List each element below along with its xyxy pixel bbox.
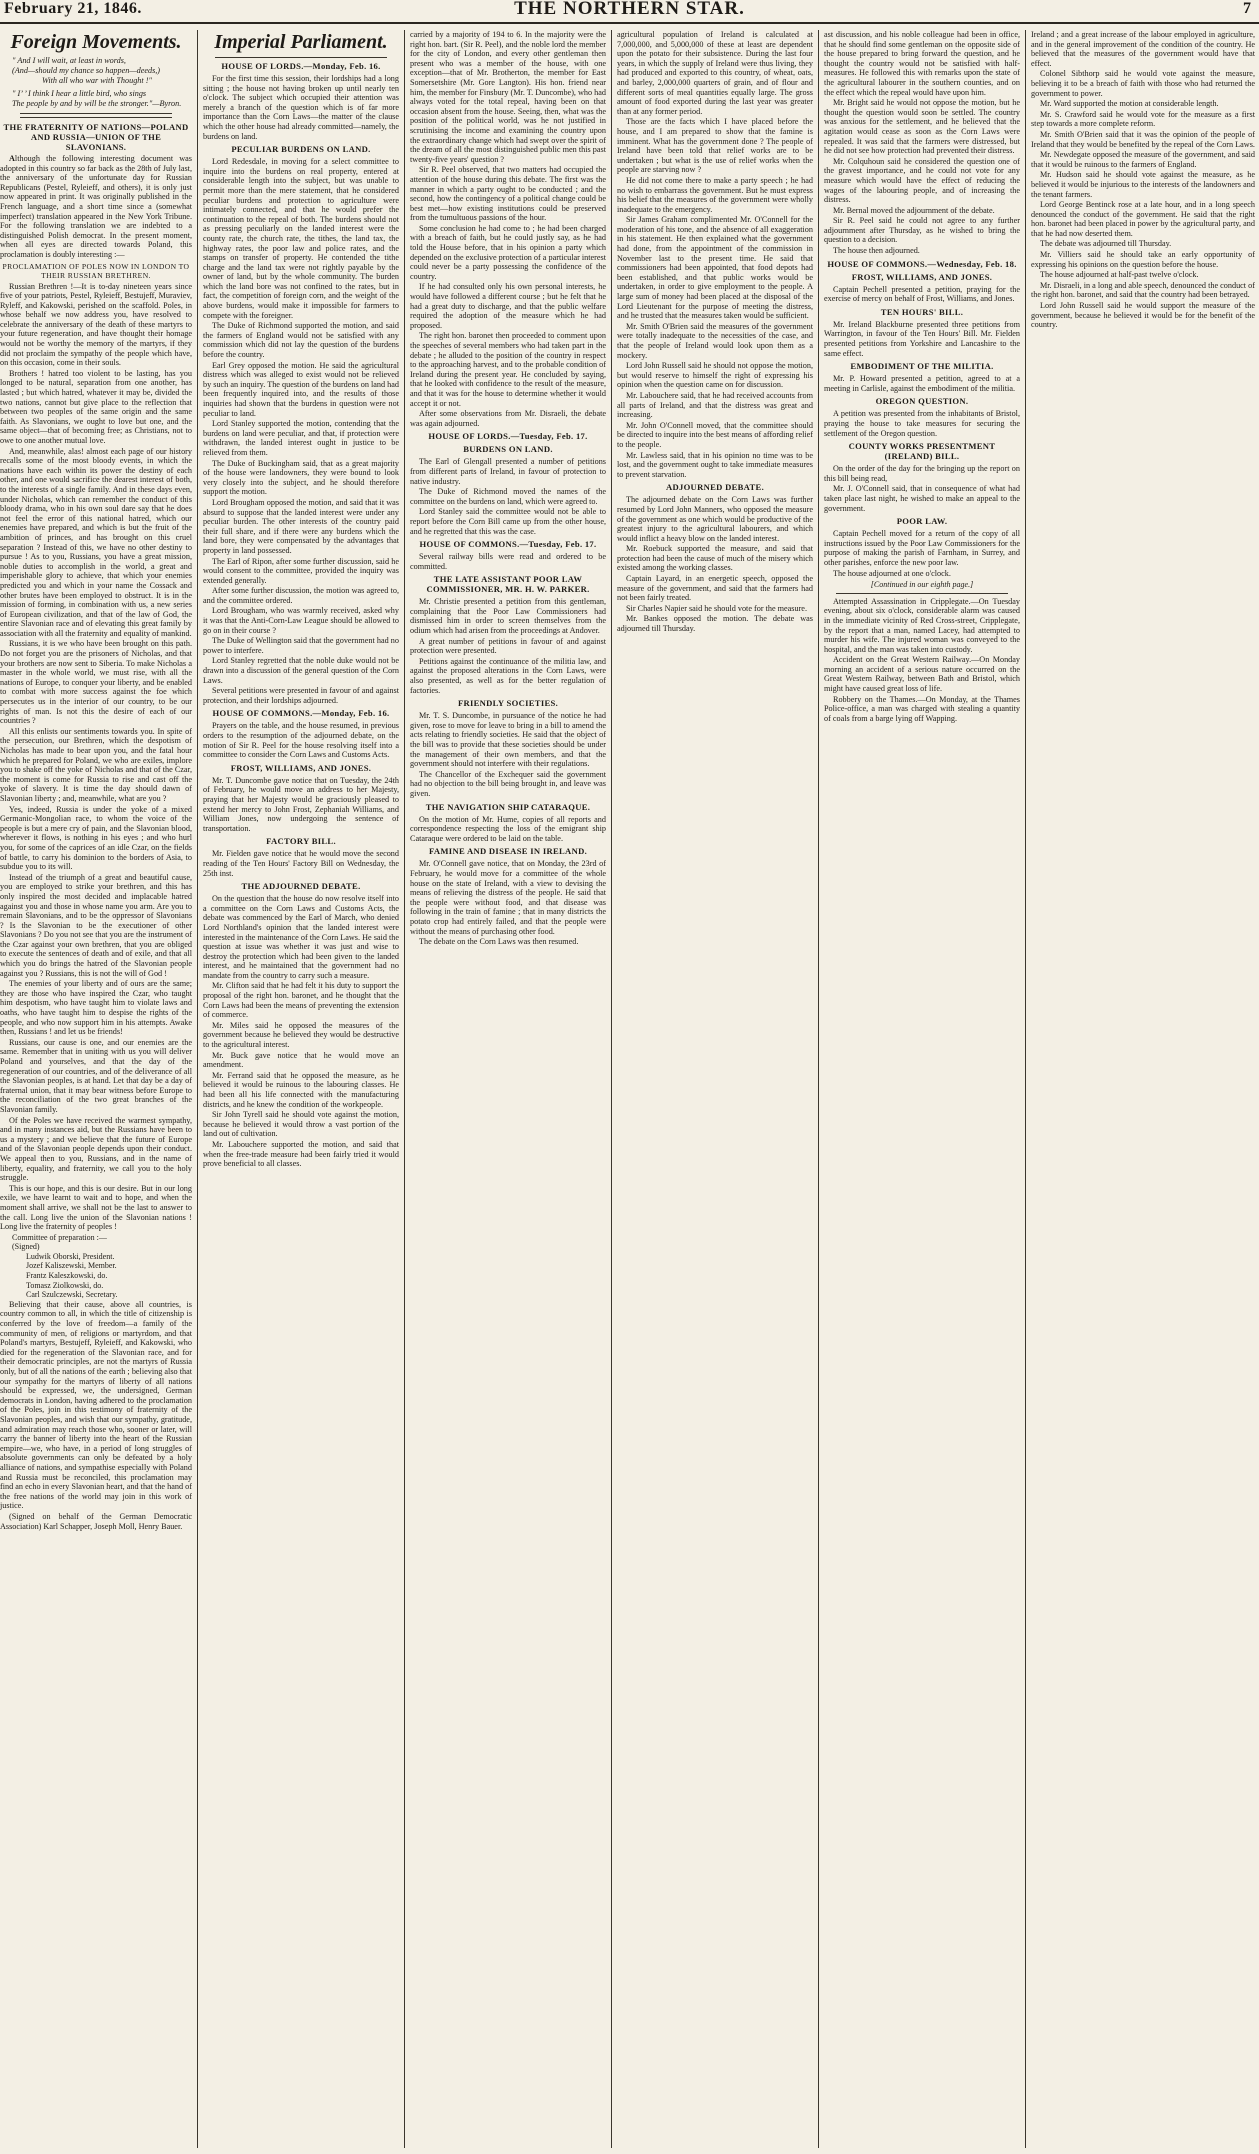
article-paragraph: Lord Stanley regretted that the noble duke would not be drawn into a discussion of the general question of the Corn Laws. bbox=[203, 656, 399, 685]
article-paragraph: Mr. Christie presented a petition from this gentleman, complaining that the Poor Law Commissioners had dismissed him in order to screen themselves from the odium which had arisen from the proceedings at Andover. bbox=[410, 597, 606, 636]
debate-heading: ADJOURNED DEBATE. bbox=[665, 482, 765, 493]
article-paragraph: The Duke of Richmond supported the motion, and said the farmers of England would not be satisfied with any commission which did not lay the question of the burdens before the country. bbox=[203, 321, 399, 360]
article-paragraph: Mr. S. Crawford said he would vote for the measure as a first step towards a more complete reform. bbox=[1031, 109, 1255, 129]
article-paragraph: Yes, indeed, Russia is under the yoke of a mixed Germanic-Mongolian race, to whom the voice of the people is but a mere cry of pain, and the Slavonian blood, wherever it flows, is nothing in his eyes ; and who hurl you, for some of the caprices of an idle Czar, on the fields of battle, to carry his dominion to the borders of Asia, to subdue you to its will. bbox=[0, 804, 192, 872]
article-paragraph: Those are the facts which I have placed before the house, and I am prepared to show that the famine is imminent. What has the government done ? The people of Ireland have been told that relief works are to be undertaken ; but what is the use of relief works when the people are starving now ? bbox=[617, 117, 813, 175]
article-paragraph: Mr. Roebuck supported the measure, and said that protection had been the cause of much of the misery which existed among the working classes. bbox=[617, 544, 813, 573]
article-paragraph: The house adjourned at one o'clock. bbox=[833, 568, 951, 578]
news-item: Accident on the Great Western Railway.—On Monday morning an accident of a serious nature occurred on the Great Western Railway, between Bath and Bristol, which might have caused great loss of life. bbox=[824, 655, 1020, 694]
article-paragraph: Brothers ! hatred too violent to be lasting, has you longed to be natural, separation from one another, has lasted ; but which hatred, whatever it may be, divided the two nations, cannot but give place to the reflection that between two peoples of the same origin and the same faith. As Slavonians, we ought to love but one, and the same object—that of becoming free; as Christians, not to owe to one another mutual love. bbox=[0, 368, 192, 446]
committee-label: Committee of preparation :— bbox=[12, 1232, 107, 1242]
epigraph bbox=[0, 56, 192, 109]
article-paragraph: Mr. J. O'Connell said, that in consequence of what had taken place last night, he wished to make an appeal to the government. bbox=[824, 484, 1020, 513]
article-paragraph: Mr. Bright said he would not oppose the motion, but he thought the question would soon be settled. The country was anxious for the settlement, and he believed that the agitation would cease as soon as the Corn Laws were repealed. It was said that the farmers were distressed, but he did not see how protection had prevented their distress. bbox=[824, 98, 1020, 156]
article-paragraph: The house adjourned at half-past twelve o'clock. bbox=[1040, 270, 1199, 280]
house-heading: HOUSE OF LORDS.—Tuesday, Feb. 17. bbox=[428, 431, 588, 442]
divider bbox=[836, 593, 1008, 594]
article-paragraph: He did not come there to make a party speech ; he had no wish to embarrass the government. But he must express his belief that the measures of the government were wholly inadequate to the emergency. bbox=[617, 175, 813, 214]
epigraph-line: (And—should my chance so happen—deeds,) bbox=[12, 65, 161, 75]
debate-heading: FROST, WILLIAMS, AND JONES. bbox=[230, 762, 372, 773]
article-paragraph: Mr. John O'Connell moved, that the committee should be directed to inquire into the best means of affording relief to the people. bbox=[617, 420, 813, 449]
article-paragraph: Several petitions were presented in favour of and against protection, and their lordships adjourned. bbox=[203, 686, 399, 705]
article-paragraph: The debate was adjourned till Thursday. bbox=[1040, 239, 1172, 249]
debate-heading: POOR LAW. bbox=[896, 516, 948, 527]
article-paragraph: Mr. T. S. Duncombe, in pursuance of the notice he had given, rose to move for leave to bring in a bill to amend the acts relating to friendly societies. He said that the object of the bill was to provide that these societies should be under the management of their own members, and that the government should not interfere with their regulations. bbox=[410, 711, 606, 769]
debate-heading: OREGON QUESTION. bbox=[875, 396, 969, 407]
house-heading: HOUSE OF LORDS.—Monday, Feb. 16. bbox=[221, 61, 381, 71]
debate-heading: THE LATE ASSISTANT POOR LAW COMMISSIONER, MR. H. W. PARKER. bbox=[426, 574, 590, 595]
article-subheading: PROCLAMATION OF POLES NOW IN LONDON TO THEIR RUSSIAN BRETHREN. bbox=[2, 261, 190, 280]
article-paragraph: Mr. Villiers said he should take an early opportunity of expressing his opinions on the question before the house. bbox=[1031, 250, 1255, 269]
article-paragraph: Sir R. Peel observed, that two matters had occupied the attention of the house during this debate. The first was the manner in which a party ought to be conducted ; and the second, how the contingency of a political change could be best met—how existing institutions could be preserved from the tumultuous passions of the hour. bbox=[410, 165, 606, 223]
signatory: Frantz Kaleszkowski, do. bbox=[26, 1271, 108, 1281]
divider bbox=[215, 57, 387, 58]
article-paragraph: If he had consulted only his own personal interests, he would have followed a different course ; but he felt that he had a great duty to discharge, and that the public welfare required the adoption of the measure which he had proposed. bbox=[410, 282, 606, 330]
article-paragraph: All this enlists our sentiments towards you. In spite of the persecution, our Brethren, which the despotism of Nicholas has made to bear upon you, and the fatal hour which he prepared for Poland, we who are exiles, implore you to shake off the yoke of Nicholas and that of the Czar, the moment is come for Russia to rise and cast off the yoke of slavery. It is time the day should dawn of Slavonian liberty ; and, meanwhile, what are you ? bbox=[0, 726, 192, 803]
issue-date: February 21, 1846. bbox=[4, 0, 142, 17]
article-paragraph: Ireland ; and a great increase of the labour employed in agriculture, and in the general improvement of the condition of the country. He believed that the measures of the government would have that effect. bbox=[1031, 30, 1255, 68]
article-paragraph: Sir John Tyrell said he should vote against the motion, because he believed it would throw a vast portion of the land out of cultivation. bbox=[203, 1110, 399, 1139]
article-paragraph: On the question that the house do now resolve itself into a committee on the Corn Laws and Customs Acts, the debate was commenced by the Earl of March, who denied Lord Northland's opinion that the landed interest were interested in the maintenance of the Corn Laws. He said the question at issue was whether it was just and wise to destroy the protection which had been given to the landed interest, and he maintained that the government had no mandate from the country to carry such a measure. bbox=[203, 894, 399, 980]
article-paragraph: Sir James Graham complimented Mr. O'Connell for the moderation of his tone, and the absence of all exaggeration in his statement. He then explained what the government had done, from the appointment of the commission in November last to the present time. He said that commissioners had been appointed, that food depots had been established, and that public works would be undertaken, in order to give employment to the people. A large sum of money had been placed at the disposal of the Lord Lieutenant for the purpose of meeting the distress, and he trusted that the measures taken would be sufficient. bbox=[617, 215, 813, 321]
article-paragraph: Mr. Miles said he opposed the measures of the government because he believed they would be destructive to the agricultural interest. bbox=[203, 1020, 399, 1050]
article-paragraph: The debate on the Corn Laws was then resumed. bbox=[419, 937, 579, 947]
article-paragraph: The Duke of Richmond moved the names of the committee on the burdens on land, which were agreed to. bbox=[410, 487, 606, 506]
article-paragraph: Russians, it is we who have been brought on this path. Do not forget you are the prisoners of Nicholas, and that your brothers are now sent to Siberia. To make Nicholas a master in the whole world, we must rise, with all the nations of Europe, to conquer your liberty, and be enabled to combat with more success against the foe which persecutes us in the interior of our country, to be our rights of man. Is not this the desire of each of our countries ? bbox=[0, 639, 192, 726]
signatures-block bbox=[0, 1233, 192, 1300]
article-paragraph: Earl Grey opposed the motion. He said the agricultural distress which was alleged to exist would not be relieved by such an inquiry. The question of the burdens on land had been frequently inquired into, and the results of those inquiries had shown that the burdens in question were not peculiar to land. bbox=[203, 360, 399, 418]
article-paragraph: The Earl of Ripon, after some further discussion, said he would consent to the committee, provided the inquiry was extended generally. bbox=[203, 556, 399, 585]
article-paragraph: Mr. Lawless said, that in his opinion no time was to be lost, and the government ought to take immediate measures to prevent starvation. bbox=[617, 450, 813, 479]
section-title-imperial-parliament: Imperial Parliament. bbox=[214, 31, 388, 53]
page-number: 7 bbox=[1243, 0, 1251, 17]
article-paragraph: Instead of the triumph of a great and beautiful cause, you are employed to strike your brethren, and this has only inspired the most decided and implacable hatred against you and those in whose name you arm. Are you to remain Slavonians, and to be the oppressor of Slavonians ? Is the Slavonian to be the executioner of other Slavonians ? Do you not see that you are the instrument of the Czar against your own brethren, that you are obliged to execute the sentences of death and of exile, and that all which you do brings the hatred of the Slavonian people against you ? Russians, this is not the will of God ! bbox=[0, 872, 192, 978]
article-paragraph: Lord George Bentinck rose at a late hour, and in a long speech denounced the conduct of the government. He said that the right hon. baronet had been placed in power by the agricultural party, and that he had now deserted them. bbox=[1031, 200, 1255, 238]
article-paragraph: A petition was presented from the inhabitants of Bristol, praying the house to take measures for securing the settlement of the Oregon question. bbox=[824, 409, 1020, 438]
article-paragraph: Petitions against the continuance of the militia law, and against the proposed alterations in the Corn Laws, were also presented, as well as for the better regulation of factories. bbox=[410, 656, 606, 695]
article-paragraph: Believing that their cause, above all countries, is country common to all, in which the title of citizenship is conferred by the love of freedom—a family of the community of men, of religions or martyrdom, and that Poland's martyrs, Bestujeff, Ryleieff, and Kakowski, who died for the regeneration of the Slavonian race, and for their democratic principles, are not the martyrs of Russia only, but of all the nations of the earth ; believing also that our sympathy for the martyrs of liberty of all nations should be expressed, we, the undersigned, German democrats in London, having adhered to the proclamation of the Poles, join in this testimony of fraternity of the Slavonian peoples, and wish that our sympathy, gratitude, and admiration may reach those who, sooner or later, will carry the banner of liberty into the heart of the Russian empire—we, who have, in a period of long struggles of absolute governments can only be defeated by a holy alliance of nations, and sympathise especially with Poland and Russia must be reconciled, this proclamation may find an echo in every Slavonian heart, and that the hand of the free nations of the world may join in this work of justice. bbox=[0, 1299, 192, 1511]
article-paragraph: Captain Pechell moved for a return of the copy of all instructions issued by the Poor Law Commissioners for the purpose of making the parish of Farnham, in Surrey, and other parishes, enforce the new poor law. bbox=[824, 529, 1020, 567]
debate-heading: FRIENDLY SOCIETIES. bbox=[457, 698, 559, 709]
continued-notice: [Continued in our eighth page.] bbox=[870, 580, 974, 590]
article-paragraph: Mr. O'Connell gave notice, that on Monday, the 23rd of February, he would move for a committee of the whole house on the state of Ireland, with a view to devising the means of relieving the distress of the people. He said that the people were without food, and that disease was following in the train of famine ; that in many districts the potato crop had entirely failed, and that the people were without the means of purchasing other food. bbox=[410, 859, 606, 936]
article-paragraph: The Earl of Glengall presented a number of petitions from different parts of Ireland, in favour of protection to native industry. bbox=[410, 457, 606, 486]
article-paragraph: The house then adjourned. bbox=[833, 246, 920, 256]
news-item: Robbery on the Thames.—On Monday, at the Thames Police-office, a man was charged with stealing a quantity of coals from a barge lying off Wapping. bbox=[824, 694, 1020, 723]
article-paragraph: agricultural population of Ireland is calculated at 7,000,000, and 5,000,000 of these at least are dependent upon the potato for their subsistence. During the last four years, in which the supply of Ireland were thus living, they had produced and exported to this country, of wheat, oats, and barley, 2,000,000 quarters of grain, and of flour and different sorts of meal quantities equally large. The gross amount of food exported during the last year was greater than at any former period. bbox=[617, 30, 813, 116]
column-debate-continued bbox=[1031, 30, 1255, 2148]
article-paragraph: This is our hope, and this is our desire. But in our long exile, we have learnt to wait and to hope, and when the moment shall arrive, we shall not be the last to answer to the call. Long live the union of the Slavonian nations ! Long live the fraternity of peoples ! bbox=[0, 1183, 192, 1232]
article-paragraph: Mr. Bankes opposed the motion. The debate was adjourned till Thursday. bbox=[617, 614, 813, 634]
debate-heading: THE ADJOURNED DEBATE. bbox=[241, 881, 361, 892]
debate-heading: COUNTY WORKS PRESENTMENT (IRELAND) BILL. bbox=[848, 441, 996, 462]
house-heading: HOUSE OF COMMONS.—Monday, Feb. 16. bbox=[212, 708, 390, 719]
article-paragraph: Mr. Buck gave notice that he would move an amendment. bbox=[203, 1050, 399, 1070]
article-paragraph: Lord Stanley said the committee would not be able to report before the Corn Bill came up from the other house, and he regretted that this was the case. bbox=[410, 507, 606, 536]
article-paragraph: ast discussion, and his noble colleague had been in office, that he should find some gentleman on the opposite side of the house prepared to bring forward the question, and he thought the country would not be satisfied with half-measures. He followed this with remarks upon the state of the agricultural labourer in the southern counties, and on the effect which the repeal would have upon him. bbox=[824, 30, 1020, 97]
column-imperial-parliament bbox=[203, 30, 399, 2148]
debate-heading: THE NAVIGATION SHIP CATARAQUE. bbox=[425, 801, 591, 812]
column-parliament-continued bbox=[410, 30, 606, 2148]
article-paragraph: Some conclusion he had come to ; he had been charged with a breach of faith, but he could justly say, as he had told the House before, that in his opinion a party which depended on the exclusive protection of a particular interest could never be a party possessing the confidence of the country. bbox=[410, 223, 606, 281]
article-paragraph: A great number of petitions in favour of and against protection were presented. bbox=[410, 636, 606, 656]
article-paragraph: Of the Poles we have received the warmest sympathy, and in many instances aid, but the Russians have been to us a mystery ; and we believe that the future of Europe and of the Slavonian people depends upon their conduct. We appeal then to you, Russians, and in the name of liberty, equality, and fraternity, we call you to the holy struggle. bbox=[0, 1115, 192, 1183]
debate-heading: FACTORY BILL. bbox=[266, 836, 336, 847]
debate-heading: TEN HOURS' BILL. bbox=[880, 306, 964, 317]
article-paragraph: The right hon. baronet then proceeded to comment upon the speeches of several members who had taken part in the debate ; he alluded to the position of the country in respect to the approaching harvest, and to the probable condition of Ireland during the present year. He concluded by saying, that he looked with confidence to the result of the measure, and that it was for the house to determine whether it would accept it or not. bbox=[410, 331, 606, 408]
column-rule bbox=[818, 30, 819, 2148]
debate-heading: FROST, WILLIAMS, AND JONES. bbox=[851, 271, 993, 282]
column-rule bbox=[1025, 30, 1026, 2148]
column-rule bbox=[611, 30, 612, 2148]
article-paragraph: Mr. Smith O'Brien said the measures of the government were totally inadequate to the necessities of the case, and that the people of Ireland would look upon them as a mockery. bbox=[617, 321, 813, 360]
epigraph-line: " And I will wait, at least in words, bbox=[12, 56, 126, 65]
article-paragraph: Mr. Labouchere said, that he had received accounts from all parts of Ireland, and that the distress was great and increasing. bbox=[617, 390, 813, 420]
article-paragraph: The adjourned debate on the Corn Laws was further resumed by Lord John Manners, who opposed the measure of the government as one which would be productive of the greatest injury to the agricultural labourers, and which would inflict a heavy blow on the landed interest. bbox=[617, 495, 813, 543]
article-paragraph: Mr. Clifton said that he had felt it his duty to support the proposal of the right hon. baronet, and he thought that the Corn Laws had been the means of preventing the extension of commerce. bbox=[203, 981, 399, 1020]
signatory: Carl Szulczewski, Secretary. bbox=[26, 1290, 118, 1300]
column-foreign-movements bbox=[0, 30, 192, 2148]
article-paragraph: Sir R. Peel said he could not agree to any further adjournment after Thursday, as he wished to bring the question to a decision. bbox=[824, 216, 1020, 245]
article-paragraph: The Chancellor of the Exchequer said the government had no objection to the bill being brought in, and leave was given. bbox=[410, 769, 606, 798]
article-paragraph: On the motion of Mr. Hume, copies of all reports and correspondence respecting the loss of the emigrant ship Cataraque were ordered to be laid on the table. bbox=[410, 814, 606, 843]
epigraph-line: The people by and by will be the stronger."—Byron. bbox=[12, 99, 182, 109]
article-paragraph: Several railway bills were read and ordered to be committed. bbox=[410, 552, 606, 571]
article-paragraph: Colonel Sibthorp said he would vote against the measure, believing it to be a breach of faith with those who had returned the government to power. bbox=[1031, 69, 1255, 98]
article-paragraph: Mr. P. Howard presented a petition, agreed to at a meeting in Carlisle, against the embodiment of the militia. bbox=[824, 374, 1020, 393]
article-paragraph: Lord John Russell said he should not oppose the motion, but would reserve to himself the right of expressing his opinion when the question came on for discussion. bbox=[617, 361, 813, 390]
article-paragraph: carried by a majority of 194 to 6. In the majority were the right hon. bart. (Sir R. Peel), and the noble lord the member for the city of London, and every other gentleman then present who was a member of the house, with one exception—that of Mr. Brotherton, the member for East Somersetshire (Mr. Gore Langton). His hon. friend near him, the member for Finsbury (Mr. T. Duncombe), who had always voted for the total repeal, having been on that occasion absent from the house. Seeing, then, what was the position of the political world, was he not justified in scrutinising the income and examining the country upon the extraordinary change which had swept over the spirit of the dream of all the most distinguished public men this past twenty-five years' question ? bbox=[410, 30, 606, 164]
article-paragraph: The Duke of Buckingham said, that as a great majority of the house were landowners, they were bound to look very closely into the subject, and he should therefore support the motion. bbox=[203, 458, 399, 497]
article-paragraph: Mr. Ward supported the motion at considerable length. bbox=[1040, 99, 1219, 109]
article-paragraph: After some further discussion, the motion was agreed to, and the committee ordered. bbox=[203, 586, 399, 605]
article-paragraph: And, meanwhile, alas! almost each page of our history recalls some of the most bloody events, in which the nations have each within its power the destiny of each other, and one would sacrifice the dearest interest of both, to the interests of a single family. And in these days even, under Nicholas, which can remember the conduct of this bloody drama, who in his own soul dare say that he does not feel the error of this national hatred, which our enemies have prepared, and which is but the fruit of the ambition of princes, and has brought on this cruel separation ? Instead of this, we have no other destiny to pursue ! As to you, Russians, you have a great mission, noble duties to accomplish in the world, a great and imperishable glory to achieve, that which your enemies predicted you and which in your name the Cossack and other brutes have been employed to obstruct. It is in the mission of forming, in combination with us, a new series of European civilization, and that of the law of God, the entire Slavonian race and of elevating this great family by association with all the fraternity and equality of mankind. bbox=[0, 446, 192, 638]
signatory: Jozef Kaliszewski, Member. bbox=[26, 1261, 117, 1271]
article-paragraph: Mr. Hudson said he should vote against the measure, as he believed it would be injurious to the interests of the landowners and the tenant farmers. bbox=[1031, 170, 1255, 199]
article-paragraph: Mr. Smith O'Brien said that it was the opinion of the people of Ireland that they would be benefited by the repeal of the Corn Laws. bbox=[1031, 129, 1255, 149]
section-title-foreign-movements: Foreign Movements. bbox=[10, 31, 182, 53]
article-paragraph: Mr. Newdegate opposed the measure of the government, and said that it would be ruinous to the farmers of England. bbox=[1031, 150, 1255, 169]
signed-label: (Signed) bbox=[12, 1242, 40, 1252]
house-heading: HOUSE OF COMMONS.—Tuesday, Feb. 17. bbox=[419, 539, 597, 550]
article-paragraph: Mr. T. Duncombe gave notice that on Tuesday, the 24th of February, he would move an address to her Majesty, praying that her Majesty would be graciously pleased to extend her mercy to John Frost, Zephaniah Williams, and William Jones, now undergoing the sentence of transportation. bbox=[203, 775, 399, 833]
divider bbox=[20, 113, 172, 118]
article-paragraph: Captain Layard, in an energetic speech, opposed the measure of the government, and said that the farmers had not been fairly treated. bbox=[617, 574, 813, 603]
column-rule bbox=[197, 30, 198, 2148]
debate-heading: EMBODIMENT OF THE MILITIA. bbox=[850, 361, 994, 372]
article-paragraph: Lord Brougham opposed the motion, and said that it was absurd to suppose that the landed interest were under any peculiar burden. The other interests of the country paid their full share, and if there were any burdens which the land bore, they were compensated by the advantages that property in land possessed. bbox=[203, 497, 399, 555]
article-paragraph: Captain Pechell presented a petition, praying for the exercise of mercy on behalf of Frost, Williams, and Jones. bbox=[824, 284, 1020, 304]
debate-heading: PECULIAR BURDENS ON LAND. bbox=[231, 144, 371, 155]
signatory: Tomasz Ziolkowski, do. bbox=[26, 1280, 104, 1290]
debate-heading: FAMINE AND DISEASE IN IRELAND. bbox=[428, 846, 588, 857]
article-headline: THE FRATERNITY OF NATIONS—POLAND AND RUSSIA—UNION OF THE SLAVONIANS. bbox=[3, 121, 189, 152]
article-paragraph: Although the following interesting document was adopted in this country so far back as the 28th of July last, the anniversary of the unfortunate day for Russian Republicans (Pestel, Ryleieff, and others), it is only just now appeared in print. It was originally published in the French language, and a short time since a (somewhat imperfect) translation appeared in the New York Tribune. For the following translation we are indebted to a distinguished Polish democrat. In the present moment, when all eyes are directed towards Poland, this proclamation is doubly interesting :— bbox=[0, 153, 192, 259]
article-paragraph: Mr. Ireland Blackburne presented three petitions from Warrington, in favour of the Ten Hours' Bill. Mr. Fielden presented petitions from Yorkshire and Lancashire to the same effect. bbox=[824, 319, 1020, 358]
column-commons-wednesday bbox=[824, 30, 1020, 2148]
article-paragraph: Russians, our cause is one, and our enemies are the same. Remember that in uniting with us you will deliver Poland and yourselves, and that the day of the regeneration of our countries, and of the deliverance of all the Slavonian peoples, is at hand. Let that day be a day of fraternal union, that it may bear witness before Europe to the reconciliation of the two great branches of the Slavonian family. bbox=[0, 1037, 192, 1114]
epigraph-line: With all who war with Thought !" bbox=[42, 75, 152, 85]
article-paragraph: Mr. Bernal moved the adjournment of the debate. bbox=[833, 205, 995, 215]
article-paragraph: The enemies of your liberty and of ours are the same; they are those who have inspired the Czar, who taught him despotism, who have taught him to violate laws and oaths, who have taught him to despise the rights of the people, and who now support him in his attempts. Awake then, Russians ! and let us be friends! bbox=[0, 979, 192, 1037]
article-paragraph: Mr. Disraeli, in a long and able speech, denounced the conduct of the right hon. baronet, and said that the country had been betrayed. bbox=[1031, 280, 1255, 300]
article-paragraph: Sir Charles Napier said he should vote for the measure. bbox=[626, 603, 807, 613]
article-paragraph: Mr. Labouchere supported the motion, and said that when the free-trade measure had been fairly tried it would prove beneficial to all classes. bbox=[203, 1139, 399, 1169]
article-paragraph: Lord John Russell said he would support the measure of the government, because he believed it would be for the benefit of the country. bbox=[1031, 301, 1255, 330]
article-paragraph: Mr. Colquhoun said he considered the question one of the gravest importance, and he could not vote for any measure which would have the effect of reducing the wages of the labouring people, and of increasing the distress. bbox=[824, 156, 1020, 205]
column-ireland-debate bbox=[617, 30, 813, 2148]
article-paragraph: Mr. Fielden gave notice that he would move the second reading of the Ten Hours' Factory Bill on Wednesday, the 25th inst. bbox=[203, 849, 399, 878]
news-item: Attempted Assassination in Cripplegate.—On Tuesday evening, about six o'clock, considerable alarm was caused in the immediate vicinity of Red Cross-street, Cripplegate, by the report that a man, named Lacey, had attempted to murder his wife. The injured woman was conveyed to the hospital, and the man was taken into custody. bbox=[824, 596, 1020, 654]
article-paragraph: For the first time this session, their lordships had a long sitting ; the house not having broken up until nearly ten o'clock. The subject which occupied their attention was merely a branch of the question which is of far more importance than the Corn Laws—the matter of the clause which the other house had already committed—namely, the burdens on land. bbox=[203, 74, 399, 141]
article-paragraph: On the order of the day for the bringing up the report on this bill being read, bbox=[824, 464, 1020, 483]
signatory: Ludwik Oborski, President. bbox=[26, 1251, 115, 1261]
column-rule bbox=[404, 30, 405, 2148]
article-paragraph: Russian Brethren !—It is to-day nineteen years since five of your patriots, Pestel, Ryleieff, Bestujeff, Muraviev, Ryleff, and Kakowski, perished on the scaffold. Poles, in whose behalf we now address you, have resolved to celebrate the anniversary of the death of these martyrs to your future regeneration, and have thought their homage would not be worthy the memory of the martyrs, if they did not proclaim the sympathy of the people which have, on this occasion, come in their souls. bbox=[0, 281, 192, 368]
epigraph-line: " I’ ’ I think I hear a little bird, who sings bbox=[12, 89, 147, 99]
newspaper-title: THE NORTHERN STAR. bbox=[514, 0, 745, 19]
house-heading: HOUSE OF COMMONS.—Wednesday, Feb. 18. bbox=[827, 258, 1017, 269]
article-signature: (Signed on behalf of the German Democratic Association) Karl Schapper, Joseph Moll, Henry Bauer. bbox=[0, 1511, 192, 1531]
article-paragraph: Lord Brougham, who was warmly received, asked why it was that the Anti-Corn-Law League should be allowed to go on in their course ? bbox=[203, 606, 399, 635]
article-paragraph: The Duke of Wellington said that the government had no power to interfere. bbox=[203, 636, 399, 655]
debate-heading: BURDENS ON LAND. bbox=[463, 444, 553, 455]
masthead bbox=[0, 0, 1259, 24]
article-paragraph: Lord Stanley supported the motion, contending that the burdens on land were peculiar, and that, if protection were withdrawn, the landed interest ought in justice to be relieved from them. bbox=[203, 419, 399, 457]
article-paragraph: Mr. Ferrand said that he opposed the measure, as he believed it would be ruinous to the labouring classes. He had been all his life connected with the manufacturing districts, and he knew the condition of the workpeople. bbox=[203, 1070, 399, 1109]
article-paragraph: Prayers on the table, and the house resumed, in previous orders to the resumption of the adjourned debate, on the motion of Sir R. Peel for the house resolving itself into a committee to consider the Corn Laws and Customs Acts. bbox=[203, 721, 399, 760]
article-paragraph: After some observations from Mr. Disraeli, the debate was again adjourned. bbox=[410, 409, 606, 428]
article-paragraph: Lord Redesdale, in moving for a select committee to inquire into the burdens on real property, entered at considerable length into the subject, but was unable to permit more than the mere statement, that he considered peculiar burdens and protection to agriculture were intimately connected, and that he would prefer the continuation to the repeal of both. The burdens should not as pressing peculiarly on the landed interest were the county rate, the church rate, the tithes, the land tax, the highway rates, the poor law and police rates, and the stamps on transfer of property. He contended the tithe charge and the land tax were not rightly payable by the owner of land, but by the whole community. The burden which the land bore was not confined to the rates, but in fact, the competition of foreign corn, and the weight of the above burdens, would make it impossible for farmers to compete with the foreigner. bbox=[203, 157, 399, 320]
